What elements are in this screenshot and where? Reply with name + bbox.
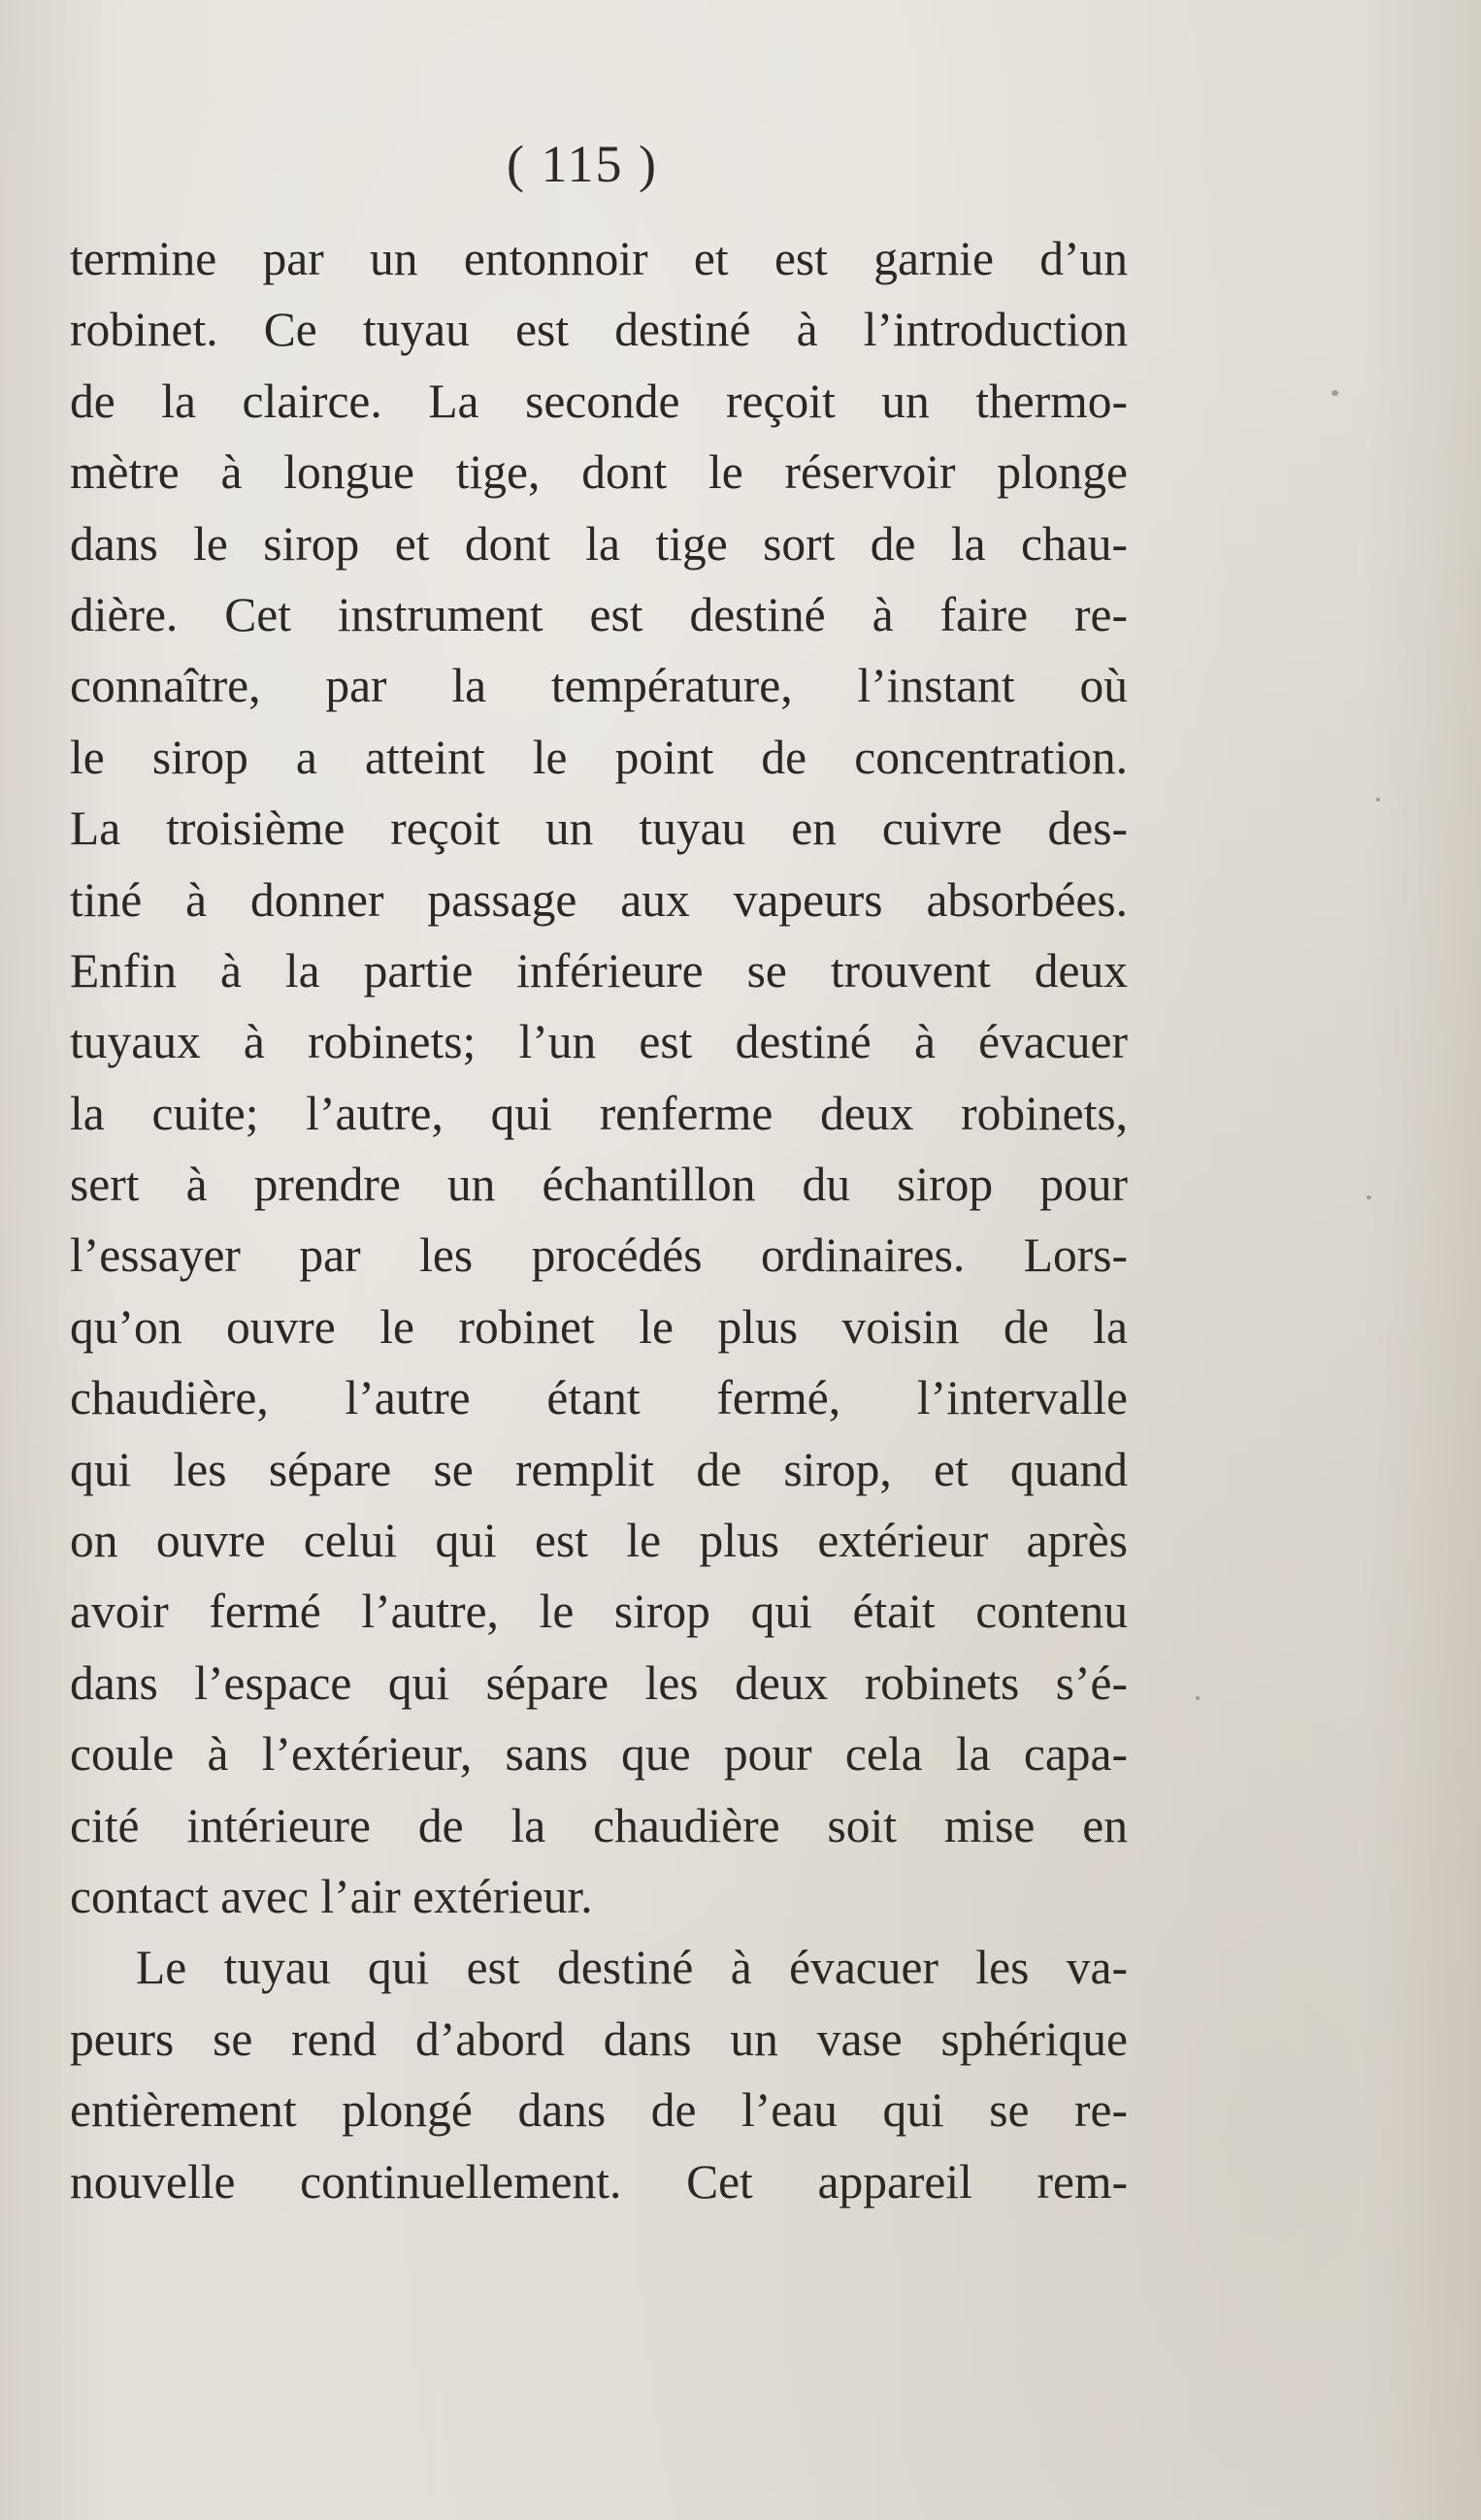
text-line: le sirop a atteint le point de concentration. [70,730,1128,784]
text-line: dans l’espace qui sépare les deux robinets s’é- [70,1655,1128,1710]
text-line: l’essayer par les procédés ordinaires. Lors- [70,1228,1128,1283]
text-line: tuyaux à robinets; l’un est destiné à évacuer [70,1015,1128,1069]
page-number: ( 115 ) [507,135,658,193]
text-line: mètre à longue tige, dont le réservoir plonge [70,445,1128,500]
text-line: Le tuyau qui est destiné à évacuer les va- [136,1941,1128,1995]
text-line: sert à prendre un échantillon du sirop pour [70,1158,1128,1212]
text-line: entièrement plongé dans de l’eau qui se re- [70,2083,1128,2138]
text-line: tiné à donner passage aux vapeurs absorbées. [70,872,1128,927]
paragraph-1 [70,223,1128,1932]
text-line: de la clairce. La seconde reçoit un thermo- [70,374,1128,428]
text-line: connaître, par la température, l’instant où [70,659,1128,713]
text-line: cité intérieure de la chaudière soit mise en [70,1798,1128,1852]
text-line: qui les sépare se remplit de sirop, et quand [70,1442,1128,1496]
paper-speck [1332,390,1338,396]
paper-speck [1196,1696,1200,1700]
text-line: qu’on ouvre le robinet le plus voisin de la [70,1299,1128,1354]
text-line: Enfin à la partie inférieure se trouvent deux [70,943,1128,998]
text-line: termine par un entonnoir et est garnie d’un [70,232,1128,285]
text-line: on ouvre celui qui est le plus extérieur après [70,1514,1128,1568]
text-line: coule à l’extérieur, sans que pour cela la capa- [70,1727,1128,1782]
text-line: avoir fermé l’autre, le sirop qui était contenu [70,1585,1128,1639]
text-line: chaudière, l’autre étant fermé, l’intervalle [70,1371,1128,1425]
paper-speck [1366,1195,1371,1199]
text-line: peurs se rend d’abord dans un vase sphérique [70,2012,1128,2066]
text-line: dière. Cet instrument est destiné à faire re- [70,587,1128,641]
text-line: la cuite; l’autre, qui renferme deux robinets, [70,1086,1128,1140]
paper-speck [1376,798,1380,802]
text-line: nouvelle continuellement. Cet appareil rem- [70,2154,1128,2209]
text-line: contact avec l’air extérieur. [70,1869,593,1923]
paragraph-2 [70,1932,1128,2217]
text-line: dans le sirop et dont la tige sort de la chau- [70,516,1128,571]
text-line: La troisième reçoit un tuyau en cuivre des- [70,802,1128,856]
body-text [70,223,1128,2217]
text-line: robinet. Ce tuyau est destiné à l’introduction [70,303,1128,357]
